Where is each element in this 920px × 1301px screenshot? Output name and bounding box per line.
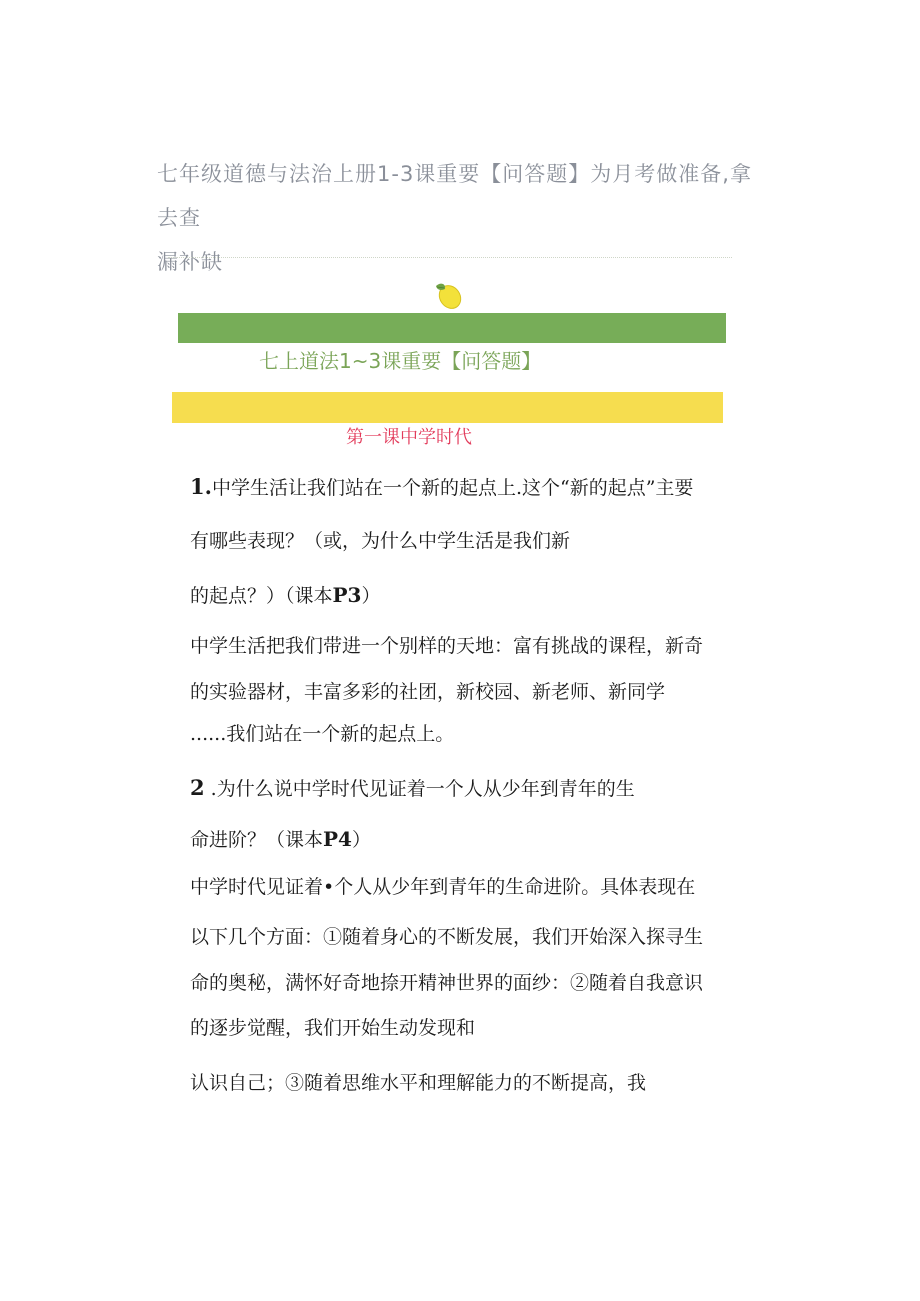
answer-1-line-3: ......我们站在一个新的起点上。 [190, 723, 455, 745]
document-title [157, 152, 757, 284]
dotted-divider [168, 257, 732, 258]
question-1-number: 1. [190, 474, 212, 499]
answer-1-line-1: 中学生活把我们带进一个别样的天地：富有挑战的课程，新奇 [190, 635, 704, 657]
question-1-text-3-end: ） [361, 585, 381, 607]
question-1-line-1 [190, 472, 693, 503]
question-1-text-3: 的起点？）（课本 [190, 585, 333, 607]
answer-2-line-2: 以下几个方面：①随着身心的不断发展，我们开始深入探寻生 [190, 926, 704, 948]
banner-title: 七上道法1~3课重要【问答题】 [259, 349, 542, 373]
question-2-line-1 [190, 773, 635, 804]
question-2-line-2 [190, 824, 371, 855]
yellow-banner-bar [172, 392, 723, 423]
question-1-page-ref: P3 [332, 583, 362, 607]
question-2-number: 2 [190, 775, 205, 800]
question-2-text-2-end: ） [351, 829, 371, 851]
question-1-text-1: 中学生活让我们站在一个新的起点上.这个“新的起点”主要 [211, 477, 694, 499]
answer-2-line-1: 中学时代见证着•个人从少年到青年的生命进阶。具体表现在 [190, 876, 696, 898]
question-1-line-2: 有哪些表现？（或，为什么中学生活是我们新 [190, 530, 571, 552]
question-2-page-ref: P4 [323, 827, 352, 851]
question-2-text-2: 命进阶？（课本 [190, 829, 324, 851]
answer-1-line-2: 的实验器材，丰富多彩的社团，新校园、新老师、新同学 [190, 681, 666, 703]
document-title-line-1: 七年级道德与法治上册1-3课重要【问答题】为月考做准备,拿去查 [157, 162, 752, 230]
question-2-text-1: .为什么说中学时代见证着一个人从少年到青年的生 [204, 778, 635, 800]
lemon-icon [428, 280, 468, 312]
document-title-line-2: 漏补缺 [157, 250, 223, 274]
question-1-line-3 [190, 580, 381, 611]
green-banner-bar [178, 313, 726, 343]
answer-2-line-3: 命的奥秘，满怀好奇地捺开精神世界的面纱：②随着自我意识 [190, 972, 704, 994]
lesson-title: 第一课中学时代 [346, 427, 472, 448]
answer-2-line-4: 的逐步觉醒，我们开始生动发现和 [190, 1017, 476, 1039]
answer-2-line-5: 认识自己；③随着思维水平和理解能力的不断提高，我 [190, 1072, 647, 1094]
